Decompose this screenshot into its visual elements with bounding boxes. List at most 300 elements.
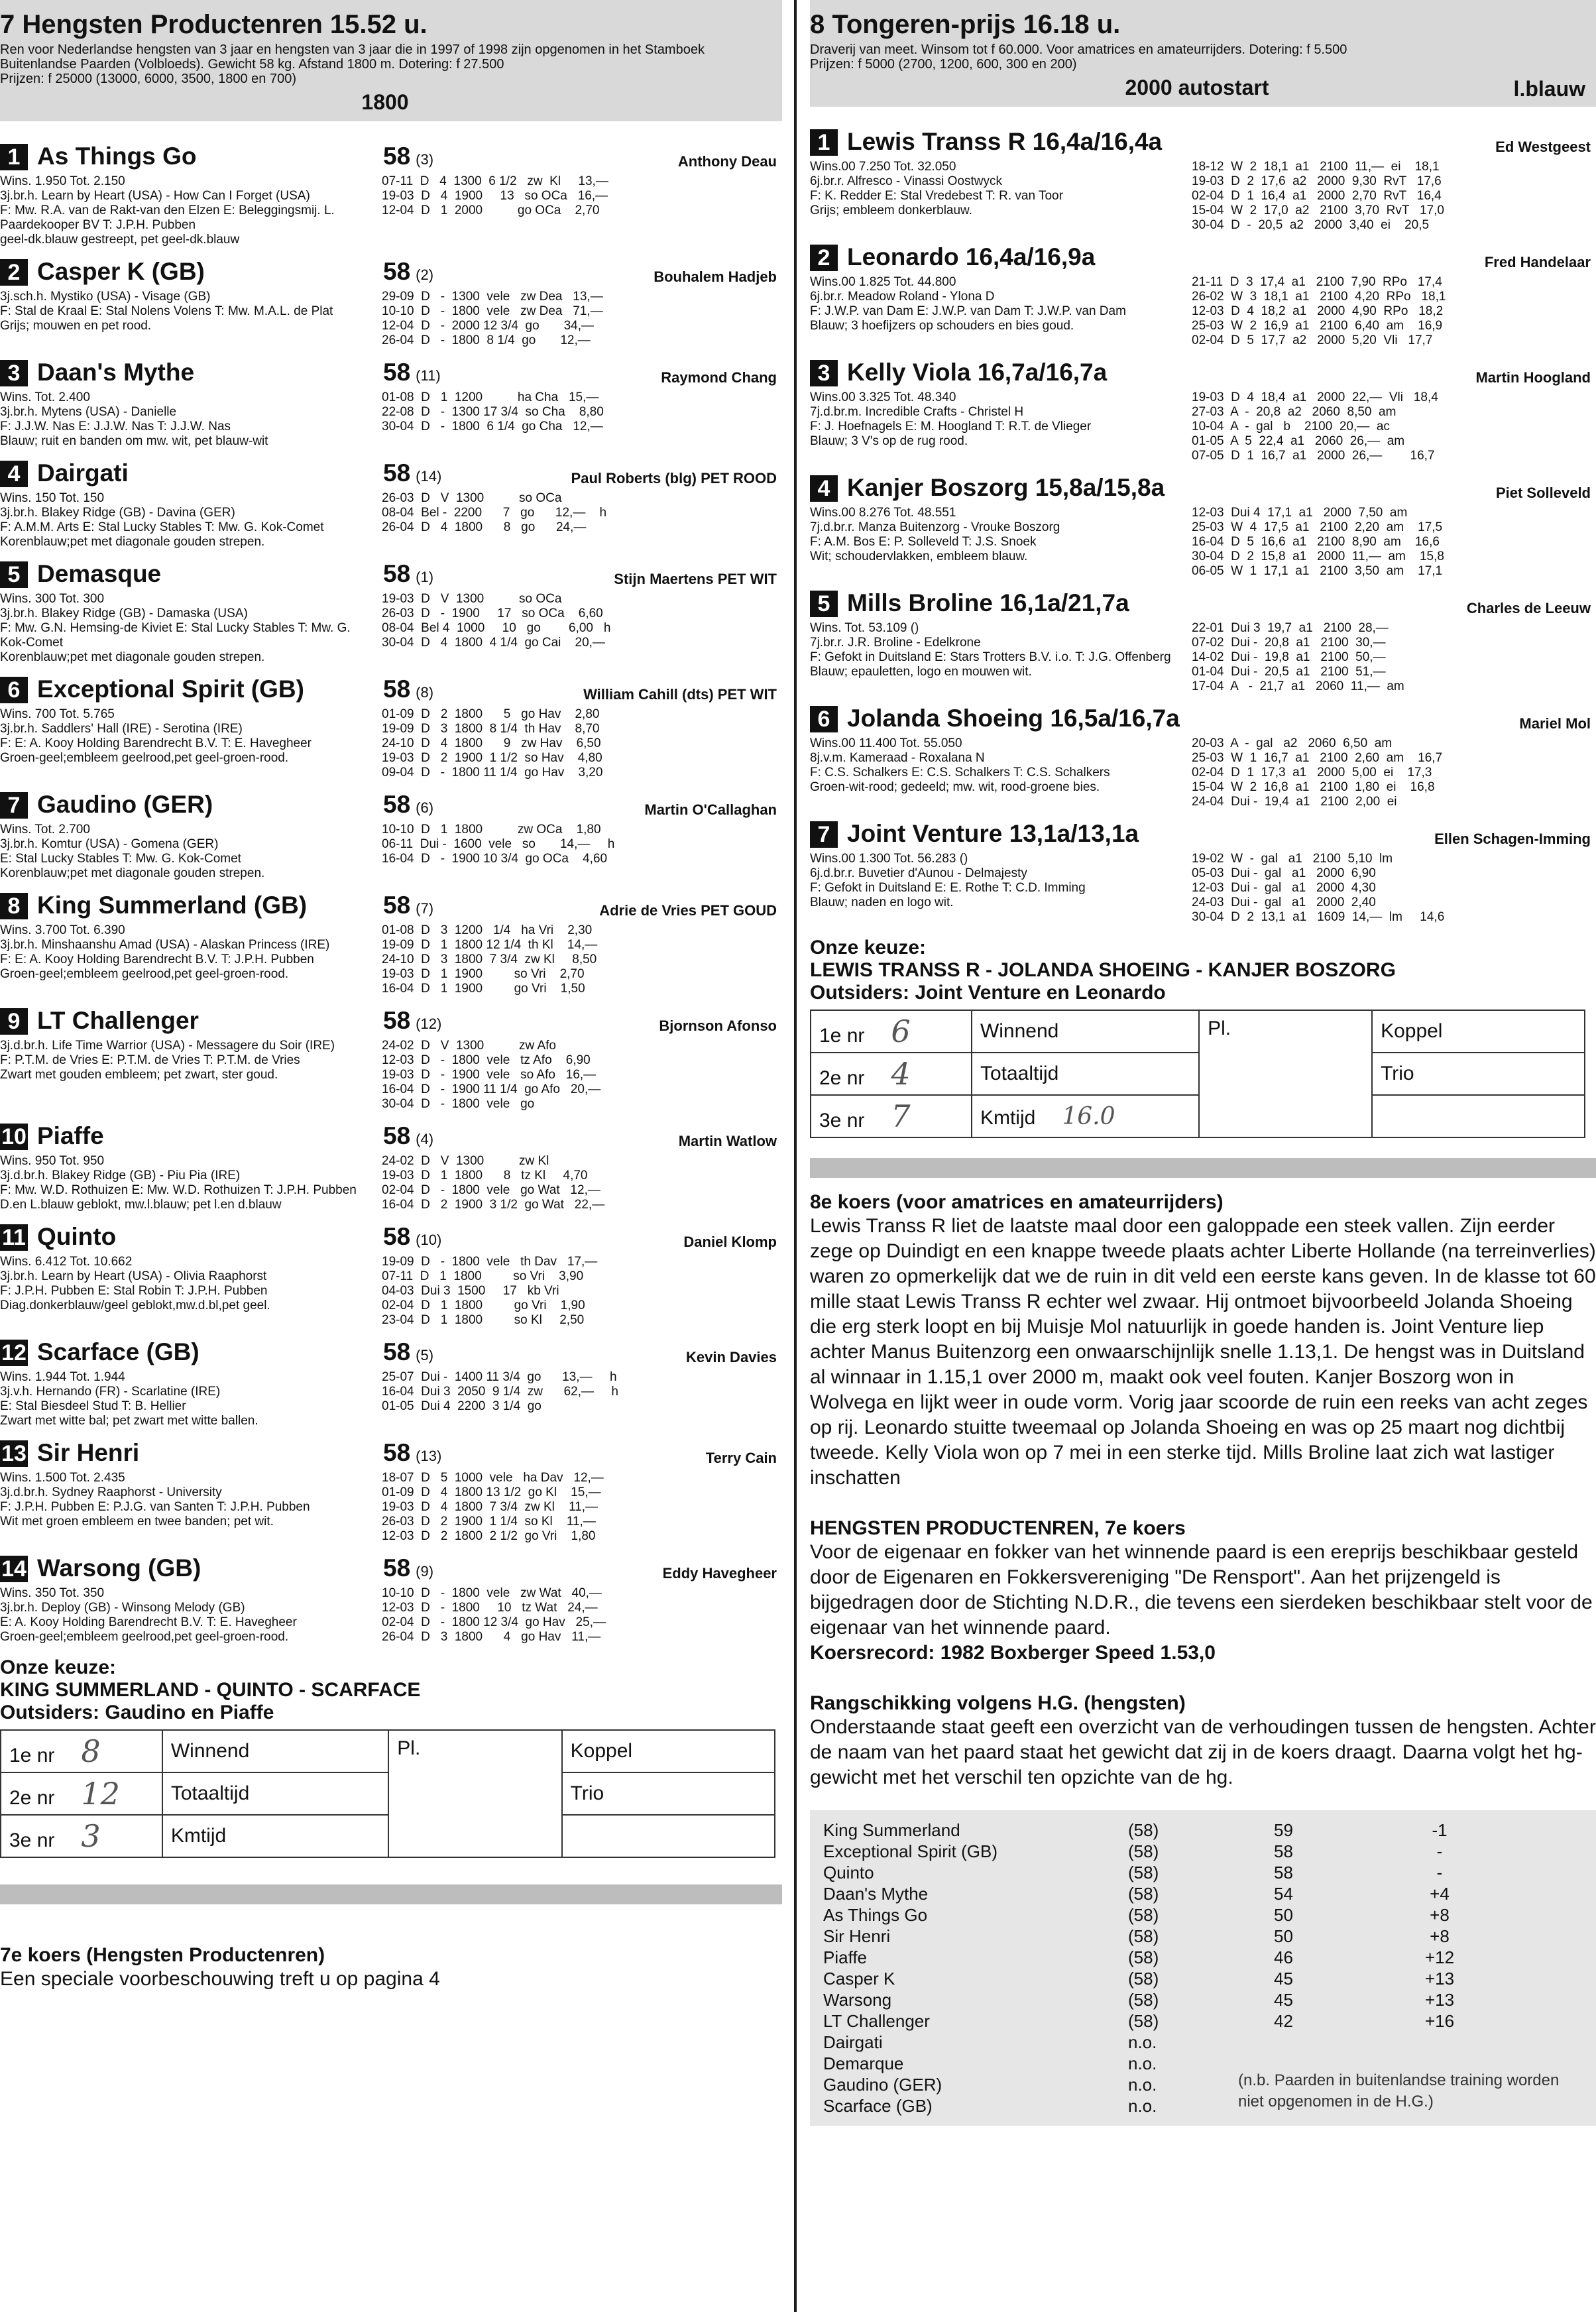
- horse-number: 14: [0, 1556, 28, 1582]
- info-line: F: J.J.W. Nas E: J.J.W. Nas T: J.J.W. Nas: [0, 420, 231, 434]
- result-row: 21-11 D 3 17,4 a1 2100 7,90 RPo 17,4: [1192, 275, 1442, 289]
- ranking-row: [823, 1968, 1583, 1989]
- result-row: 18-12 W 2 18,1 a1 2100 11,— ei 18,1: [1192, 160, 1440, 174]
- info-line: E: Stal Lucky Stables T: Mw. G. Kok-Comet: [0, 852, 241, 866]
- info-line: Grijs; embleem donkerblauw.: [810, 203, 972, 217]
- result-row: 08-04 Bel 4 1000 10 go 6,00 h: [382, 621, 611, 635]
- horse-body: [0, 1471, 782, 1544]
- horse-name: Dairgati: [37, 459, 129, 487]
- ranking-weight: (58): [1128, 1820, 1159, 1840]
- info-line: 7j.d.br.m. Incredible Crafts - Christel H: [810, 405, 1024, 419]
- winnend-cell: Winnend: [972, 1010, 1199, 1053]
- bet-form: [0, 1729, 775, 1858]
- stall-number: (11): [416, 367, 441, 384]
- info-line: F: E: A. Kooy Holding Barendrecht B.V. T: J.P.H. Pubben: [0, 953, 314, 966]
- horse-info: [0, 390, 371, 449]
- horse-name: Piaffe: [37, 1122, 104, 1149]
- ranking-diff: +4: [1430, 1884, 1450, 1904]
- horse-list: [0, 140, 782, 1645]
- horse-entry: [810, 241, 1596, 348]
- horse-info: [0, 1471, 371, 1544]
- horse-name: Scarface (GB): [37, 1338, 200, 1365]
- horse-body: [0, 174, 782, 247]
- info-line: Wins. 1.944 Tot. 1.944: [0, 1370, 125, 1384]
- horse-entry: [0, 557, 782, 665]
- ranking-weight: (58): [1128, 1990, 1159, 2010]
- horse-results: [382, 923, 597, 996]
- result-row: 02-04 D 1 16,4 a1 2000 2,70 RvT 16,4: [1192, 189, 1442, 203]
- horse-body: [0, 592, 782, 665]
- horse-results: [382, 1370, 618, 1428]
- horse-name: Kanjer Boszorg 15,8a/15,8a: [847, 474, 1165, 501]
- info-line: F: K. Redder E: Stal Vredebest T: R. van Toor: [810, 189, 1063, 203]
- ranking-weight: (58): [1128, 1884, 1159, 1904]
- result-row: 29-09 D - 1300 vele zw Dea 13,—: [382, 290, 603, 304]
- ranking-row: [823, 2032, 1583, 2053]
- row-label-3: 3e nr: [9, 1829, 55, 1851]
- info-line: F: J.W.P. van Dam E: J.W.P. van Dam T: J.W.P. van Dam: [810, 304, 1126, 318]
- horse-entry: [0, 1336, 782, 1428]
- horse-header: [810, 241, 1596, 271]
- ranking-diff: +8: [1430, 1905, 1450, 1925]
- jockey-name: Adrie de Vries PET GOUD: [599, 902, 777, 919]
- ranking-weight: (58): [1128, 1926, 1159, 1946]
- horse-name: LT Challenger: [37, 1007, 199, 1034]
- choice-picks: LEWIS TRANSS R - JOLANDA SHOEING - KANJER BOSZORG: [810, 959, 1396, 981]
- horse-header: [0, 1120, 782, 1150]
- info-line: F: J.P.H. Pubben E: P.J.G. van Santen T: J.P.H. Pubben: [0, 1500, 310, 1514]
- horse-entry: [0, 140, 782, 247]
- result-row: 25-03 W 4 17,5 a1 2100 2,20 am 17,5: [1192, 520, 1443, 534]
- horse-header: [0, 140, 782, 170]
- horse-name: Leonardo 16,4a/16,9a: [847, 243, 1096, 270]
- horse-header: [0, 788, 782, 819]
- horse-entry: [0, 255, 782, 348]
- horse-header: [810, 356, 1596, 386]
- result-row: 16-04 Dui 3 2050 9 1/4 zw 62,— h: [382, 1385, 618, 1399]
- info-line: geel-dk.blauw gestreept, pet geel-dk.blauw: [0, 233, 240, 247]
- row-label-2: 2e nr: [819, 1067, 865, 1089]
- info-line: F: Gefokt in Duitsland E: Stars Trotters B.V. i.o. T: J.G. Offenberg: [810, 650, 1171, 664]
- horse-weight: 58 (3): [383, 143, 434, 170]
- info-line: Wins. 1.500 Tot. 2.435: [0, 1471, 125, 1485]
- horse-header: [810, 125, 1596, 156]
- horse-header: [0, 1220, 782, 1251]
- horse-info: [0, 1370, 371, 1428]
- koppel-cell: Koppel: [1372, 1010, 1585, 1053]
- result-row: 19-09 D 1 1800 12 1/4 th Kl 14,—: [382, 938, 598, 952]
- horse-body: [0, 390, 782, 449]
- info-line: 3j.d.br.h. Sydney Raaphorst - University: [0, 1485, 222, 1499]
- ranking-diff: [1400, 2032, 1479, 2053]
- horse-header: [0, 1552, 782, 1582]
- jockey-name: Fred Handelaar: [1484, 254, 1591, 270]
- horse-body: [810, 506, 1596, 579]
- result-row: 24-04 Dui - 19,4 a1 2100 2,00 ei: [1192, 795, 1397, 809]
- race-start: 2000 autostart: [1125, 76, 1269, 99]
- ranking-horse: As Things Go: [823, 1905, 928, 1925]
- horse-number: 5: [0, 561, 28, 588]
- horse-weight: 58 (8): [383, 675, 434, 703]
- horse-entry: [0, 1552, 782, 1645]
- choice-outsiders: Outsiders: Joint Venture en Leonardo: [810, 982, 1166, 1004]
- info-line: Wins. 3.700 Tot. 6.390: [0, 923, 125, 937]
- horse-entry: [810, 125, 1596, 233]
- info-line: D.en L.blauw geblokt, mw.l.blauw; pet l.en d.blauw: [0, 1198, 282, 1212]
- horse-number: 3: [0, 360, 28, 386]
- info-line: Diag.donkerblauw/geel geblokt,mw.d.bl,pet geel.: [0, 1299, 270, 1312]
- horse-number: 5: [810, 591, 838, 617]
- info-line: 6j.d.br.r. Buvetier d'Aunou - Delmajesty: [810, 866, 1027, 880]
- stall-number: (12): [416, 1015, 442, 1032]
- grey-divider: [0, 1884, 782, 1904]
- horse-info: [810, 736, 1181, 809]
- horse-weight: 58 (1): [383, 560, 434, 587]
- result-row: 25-03 W 1 16,7 a1 2100 2,60 am 16,7: [1192, 751, 1443, 765]
- horse-results: [1192, 852, 1444, 925]
- jockey-name: Mariel Mol: [1519, 715, 1591, 732]
- horse-number: 10: [0, 1124, 28, 1150]
- place-cell: Pl.: [1199, 1010, 1372, 1137]
- result-row: 22-01 Dui 3 19,7 a1 2100 28,—: [1192, 621, 1389, 635]
- info-line: Wins. 300 Tot. 300: [0, 592, 105, 606]
- ranking-diff: +13: [1424, 1969, 1455, 1989]
- result-row: 01-09 D 4 1800 13 1/2 go Kl 15,—: [382, 1485, 601, 1499]
- horse-body: [0, 1255, 782, 1328]
- ranking-row: [823, 1841, 1583, 1862]
- handwritten-1: 8: [81, 1733, 101, 1769]
- trio-cell: Trio: [1372, 1053, 1585, 1095]
- result-row: 01-05 A 5 22,4 a1 2060 26,— am: [1192, 434, 1405, 448]
- ranking-horse: King Summerland: [823, 1820, 960, 1840]
- race-title: 8 Tongeren-prijs 16.18 u.: [810, 10, 1121, 39]
- article-title: HENGSTEN PRODUCTENREN, 7e koers: [810, 1517, 1186, 1539]
- result-row: 01-05 Dui 4 2200 3 1/4 go: [382, 1399, 542, 1413]
- horse-info: [0, 174, 371, 247]
- info-line: 3j.v.h. Hernando (FR) - Scarlatine (IRE): [0, 1385, 221, 1399]
- info-line: Wins. 150 Tot. 150: [0, 491, 105, 505]
- result-row: 26-03 D 2 1900 1 1/4 so Kl 11,—: [382, 1515, 596, 1529]
- info-line: 3j.br.h. Deploy (GB) - Winsong Melody (GB): [0, 1601, 245, 1615]
- result-row: 10-10 D - 1800 vele zw Wat 40,—: [382, 1586, 602, 1600]
- info-line: F: Stal de Kraal E: Stal Nolens Volens T: Mw. M.A.L. de Plat: [0, 304, 333, 318]
- result-row: 12-03 D - 1800 10 tz Wat 24,—: [382, 1601, 598, 1615]
- info-line: Blauw; ruit en banden om mw. wit, pet blauw-wit: [0, 434, 268, 448]
- result-row: 25-07 Dui - 1400 11 3/4 go 13,— h: [382, 1370, 617, 1384]
- horse-header: [810, 702, 1596, 732]
- stall-number: (5): [416, 1347, 434, 1363]
- ranking-diff: -: [1436, 1863, 1443, 1882]
- info-line: Groen-geel;embleem geelrood,pet geel-groen-rood.: [0, 1630, 289, 1644]
- info-line: Groen-geel;embleem geelrood,pet geel-groen-rood.: [0, 751, 289, 765]
- info-line: F: Mw. G.N. Hemsing-de Kiviet E: Stal Lucky Stables T: Mw. G. Kok-Comet: [0, 621, 351, 650]
- horse-number: 11: [0, 1224, 28, 1251]
- info-line: Wins.00 7.250 Tot. 32.050: [810, 160, 956, 174]
- stall-number: (6): [416, 799, 434, 816]
- result-row: 09-04 D - 1800 11 1/4 go Hav 3,20: [382, 766, 603, 780]
- info-line: Wins. 350 Tot. 350: [0, 1586, 105, 1600]
- row-label-3: 3e nr: [819, 1110, 865, 1131]
- horse-number: 12: [0, 1340, 28, 1366]
- horse-name: Jolanda Shoeing 16,5a/16,7a: [847, 705, 1180, 732]
- info-line: 3j.br.h. Komtur (USA) - Gomena (GER): [0, 837, 219, 851]
- result-row: 18-07 D 5 1000 vele ha Dav 12,—: [382, 1471, 604, 1485]
- jockey-name: Bjornson Afonso: [659, 1017, 777, 1034]
- horse-name: Exceptional Spirit (GB): [37, 675, 304, 703]
- info-line: Blauw; naden en logo wit.: [810, 896, 954, 909]
- horse-name: Demasque: [37, 560, 162, 587]
- result-row: 26-03 D V 1300 so OCa: [382, 491, 562, 505]
- info-line: Wins. 1.950 Tot. 2.150: [0, 174, 125, 188]
- horse-name: Sir Henri: [37, 1439, 140, 1466]
- race-color: l.blauw: [1513, 77, 1585, 101]
- info-line: 3j.sch.h. Mystiko (USA) - Visage (GB): [0, 290, 211, 304]
- horse-header: [0, 673, 782, 703]
- horse-header: [0, 557, 782, 588]
- info-line: F: J. Hoefnagels E: M. Hoogland T: R.T. de Vlieger: [810, 420, 1092, 434]
- info-line: Wins. Tot. 2.400: [0, 390, 90, 404]
- jockey-name: Ed Westgeest: [1495, 139, 1591, 155]
- horse-entry: [810, 356, 1596, 463]
- horse-header: [0, 255, 782, 286]
- choice-label: Onze keuze:: [0, 1656, 117, 1678]
- ranking-hg: 58: [1274, 1841, 1293, 1861]
- info-line: 3j.br.h. Learn by Heart (USA) - How Can I Forget (USA): [0, 189, 310, 203]
- result-row: 12-03 D 2 1800 2 1/2 go Vri 1,80: [382, 1529, 596, 1543]
- info-line: Wins. Tot. 2.700: [0, 823, 90, 837]
- horse-body: [810, 621, 1596, 694]
- jockey-name: Anthony Deau: [677, 153, 777, 170]
- result-row: 30-04 D 2 13,1 a1 1609 14,— lm 14,6: [1192, 910, 1445, 924]
- info-line: Grijs; mouwen en pet rood.: [0, 319, 152, 333]
- jockey-name: Kevin Davies: [686, 1349, 777, 1365]
- info-line: Korenblauw;pet met diagonale gouden strepen.: [0, 535, 265, 549]
- race-prizes: Prijzen: f 25000 (13000, 6000, 3500, 1800 en 700): [0, 72, 297, 86]
- result-row: 19-09 D - 1800 vele th Dav 17,—: [382, 1255, 598, 1269]
- ranking-horse: Piaffe: [823, 1947, 868, 1967]
- jockey-name: William Cahill (dts) PET WIT: [583, 686, 777, 703]
- horse-weight: 58 (11): [383, 359, 441, 386]
- horse-results: [382, 592, 610, 665]
- horse-body: [0, 1039, 782, 1112]
- race-distance: 1800: [361, 90, 409, 114]
- horse-number: 3: [810, 360, 838, 386]
- result-row: 07-11 D 4 1300 6 1/2 zw Kl 13,—: [382, 174, 608, 188]
- horse-info: [0, 491, 371, 549]
- horse-header: [0, 1436, 782, 1467]
- ranking-diff: +8: [1430, 1926, 1450, 1946]
- horse-info: [0, 823, 371, 881]
- result-row: 02-04 D - 1800 12 3/4 go Hav 25,—: [382, 1615, 606, 1629]
- result-row: 30-04 D - 20,5 a2 2000 3,40 ei 20,5: [1192, 218, 1430, 232]
- koppel-cell: Koppel: [562, 1730, 775, 1772]
- kmtijd-cell: Kmtijd: [980, 1106, 1036, 1129]
- info-line: 3j.br.h. Blakey Ridge (GB) - Davina (GER): [0, 506, 235, 520]
- horse-results: [382, 1586, 606, 1645]
- ranking-row: [823, 1947, 1583, 1968]
- info-line: Wit; schoudervlakken, embleem blauw.: [810, 549, 1028, 563]
- horse-entry: [810, 471, 1596, 579]
- ranking-hg: 45: [1274, 1990, 1293, 2010]
- result-row: 19-03 D 1 1800 8 tz Kl 4,70: [382, 1169, 588, 1183]
- result-row: 01-09 D 2 1800 5 go Hav 2,80: [382, 707, 600, 721]
- ranking-row: [823, 1820, 1583, 1841]
- result-row: 19-03 D 4 18,4 a1 2000 22,— Vli 18,4: [1192, 390, 1438, 404]
- ranking-hg: 50: [1274, 1905, 1293, 1925]
- jockey-name: Paul Roberts (blg) PET ROOD: [571, 470, 777, 487]
- horse-info: [810, 852, 1181, 925]
- our-choice: [810, 937, 1596, 1004]
- jockey-name: Martin Watlow: [678, 1133, 777, 1149]
- horse-info: [810, 621, 1181, 694]
- horse-results: [1192, 506, 1444, 579]
- horse-entry: [0, 1220, 782, 1328]
- info-line: F: Mw. W.D. Rothuizen E: Mw. W.D. Rothuizen T: J.P.H. Pubben: [0, 1183, 357, 1197]
- horse-body: [810, 390, 1596, 463]
- result-row: 06-05 W 1 17,1 a1 2100 3,50 am 17,1: [1192, 564, 1443, 578]
- article-title: 8e koers (voor amatrices en amateurrijders): [810, 1191, 1224, 1213]
- ranking-horse: Casper K: [823, 1969, 895, 1989]
- jockey-name: Piet Solleveld: [1495, 485, 1591, 501]
- jockey-name: Martin O'Callaghan: [644, 801, 777, 818]
- info-line: F: C.S. Schalkers E: C.S. Schalkers T: C.S. Schalkers: [810, 766, 1110, 780]
- info-line: 6j.br.r. Meadow Roland - Ylona D: [810, 290, 995, 304]
- horse-weight: 58 (12): [383, 1007, 442, 1034]
- horse-results: [1192, 736, 1442, 809]
- horse-number: 8: [0, 893, 28, 919]
- ranking-weight: (58): [1128, 1863, 1159, 1882]
- horse-body: [810, 275, 1596, 348]
- ranking-horse: Gaudino (GER): [823, 2075, 942, 2095]
- article-text: Onderstaande staat geeft een overzicht van de verhoudingen tussen de hengsten. Achter de naam van het paard staat het gewicht dat zij in de koers draagt. Daarna volgt het hg-gewicht met het verschil ten opzichte van de hg.: [810, 1716, 1596, 1788]
- ranking-diff: +16: [1424, 2011, 1455, 2031]
- race-description: Ren voor Nederlandse hengsten van 3 jaar en hengsten van 3 jaar die in 1997 of 1998 zijn opgenomen in het Stamboek Buitenlandse Paarden (Volbloeds). Gewicht 58 kg. Afstand 1800 m. Dotering: f 27.500: [0, 42, 705, 72]
- info-line: Blauw; 3 hoefijzers op schouders en bies goud.: [810, 319, 1074, 333]
- race-description: Draverij van meet. Winsom tot f 60.000. Voor amatrices en amateurrijders. Dotering: f 5.500: [810, 42, 1347, 57]
- result-row: 16-04 D 5 16,6 a1 2100 8,90 am 16,6: [1192, 535, 1440, 549]
- info-line: 3j.br.h. Mytens (USA) - Danielle: [0, 405, 177, 419]
- choice-label: Onze keuze:: [810, 937, 927, 958]
- info-line: Wins. 6.412 Tot. 10.662: [0, 1255, 133, 1269]
- info-line: Wins.00 3.325 Tot. 48.340: [810, 390, 956, 404]
- horse-info: [0, 923, 371, 996]
- info-line: Blauw; 3 V's op de rug rood.: [810, 434, 968, 448]
- info-line: 7j.d.br.r. Manza Buitenzorg - Vrouke Boszorg: [810, 520, 1060, 534]
- handwritten-1: 6: [891, 1013, 911, 1049]
- horse-entry: [810, 702, 1596, 809]
- result-row: 24-10 D 4 1800 9 zw Hav 6,50: [382, 736, 601, 750]
- result-row: 10-04 A - gal b 2100 20,— ac: [1192, 420, 1390, 434]
- totaaltijd-cell: Totaaltijd: [162, 1772, 388, 1815]
- info-line: 3j.br.h. Learn by Heart (USA) - Olivia Raaphorst: [0, 1269, 267, 1283]
- column-divider: [794, 0, 797, 2312]
- horse-weight: 58 (7): [383, 892, 434, 919]
- horse-body: [0, 491, 782, 549]
- horse-number: 6: [810, 706, 838, 732]
- horse-info: [0, 1255, 371, 1328]
- info-line: Wit met groen embleem en twee banden; pet wit.: [0, 1515, 274, 1529]
- result-row: 19-02 W - gal a1 2100 5,10 lm: [1192, 852, 1393, 866]
- result-row: 26-04 D - 1800 8 1/4 go 12,—: [382, 333, 591, 347]
- handwritten-3: 3: [81, 1818, 101, 1854]
- stall-number: (13): [416, 1448, 442, 1464]
- horse-weight: 58 (13): [383, 1439, 442, 1466]
- handwritten-2: 4: [891, 1056, 911, 1092]
- our-choice: [0, 1656, 782, 1724]
- handwritten-time: 16.0: [1062, 1102, 1115, 1130]
- result-row: 22-08 D - 1300 17 3/4 so Cha 8,80: [382, 405, 604, 419]
- horse-name: Warsong (GB): [37, 1554, 201, 1582]
- race-prizes: Prijzen: f 5000 (2700, 1200, 600, 300 en 200): [810, 57, 1077, 72]
- horse-name: As Things Go: [37, 143, 197, 170]
- result-row: 16-04 D - 1900 10 3/4 go OCa 4,60: [382, 852, 608, 866]
- ranking-row: [823, 1926, 1583, 1947]
- ranking-hg: 54: [1274, 1884, 1293, 1904]
- horse-header: [0, 889, 782, 919]
- ranking-weight: (58): [1128, 2011, 1159, 2031]
- result-row: 02-04 D 5 17,7 a2 2000 5,20 Vli 17,7: [1192, 333, 1433, 347]
- result-row: 27-03 A - 20,8 a2 2060 8,50 am: [1192, 405, 1396, 419]
- race-header-8: [810, 0, 1596, 107]
- result-row: 19-03 D V 1300 so OCa: [382, 592, 562, 606]
- horse-results: [382, 1154, 604, 1212]
- horse-number: 9: [0, 1008, 28, 1035]
- horse-weight: 58 (9): [383, 1554, 434, 1582]
- ranking-horse: Quinto: [823, 1863, 874, 1882]
- info-line: E: Stal Biesdeel Stud T: B. Hellier: [0, 1399, 186, 1413]
- ranking-horse: Sir Henri: [823, 1926, 891, 1946]
- result-row: 30-04 D - 1800 vele go: [382, 1097, 535, 1111]
- info-line: Wins.00 1.300 Tot. 56.283 (): [810, 852, 968, 866]
- ranking-weight: (58): [1128, 1841, 1159, 1861]
- horse-info: [0, 592, 371, 665]
- jockey-name: Bouhalem Hadjeb: [654, 268, 777, 285]
- horse-number: 4: [810, 475, 838, 502]
- result-row: 07-02 Dui - 20,8 a1 2100 30,—: [1192, 636, 1386, 650]
- horse-entry: [810, 587, 1596, 694]
- footer-title: 7e koers (Hengsten Productenren): [0, 1944, 325, 1966]
- horse-number: 2: [810, 245, 838, 271]
- info-line: Zwart met witte bal; pet zwart met witte ballen.: [0, 1414, 258, 1428]
- ranking-hg: 58: [1274, 1863, 1293, 1882]
- horse-weight: 58 (5): [383, 1338, 434, 1365]
- article-title: Rangschikking volgens H.G. (hengsten): [810, 1692, 1186, 1714]
- result-row: 15-04 W 2 16,8 a1 2100 1,80 ei 16,8: [1192, 780, 1435, 794]
- horse-entry: [0, 1004, 782, 1112]
- result-row: 12-03 D - 1800 vele tz Afo 6,90: [382, 1053, 591, 1067]
- result-row: 16-04 D 1 1900 go Vri 1,50: [382, 982, 585, 996]
- result-row: 24-03 Dui - gal a1 2000 2,40: [1192, 896, 1376, 909]
- info-line: Wins. 700 Tot. 5.765: [0, 707, 115, 721]
- jockey-name: Stijn Maertens PET WIT: [614, 571, 777, 587]
- info-line: Wins. 950 Tot. 950: [0, 1154, 105, 1168]
- info-line: Blauw; epauletten, logo en mouwen wit.: [810, 665, 1032, 679]
- horse-body: [0, 823, 782, 881]
- ranking-diff: -1: [1432, 1820, 1448, 1840]
- info-line: 3j.br.h. Blakey Ridge (GB) - Damaska (USA): [0, 607, 248, 620]
- result-row: 12-03 D 4 18,2 a1 2000 4,90 RPo 18,2: [1192, 304, 1444, 318]
- horse-weight: 58 (4): [383, 1122, 434, 1149]
- stall-number: (9): [416, 1563, 434, 1580]
- info-line: F: Gefokt in Duitsland E: E. Rothe T: C.D. Imming: [810, 881, 1086, 895]
- horse-name: King Summerland (GB): [37, 892, 308, 919]
- ranking-row: [823, 1989, 1583, 2010]
- info-line: E: A. Kooy Holding Barendrecht B.V. T: E. Havegheer: [0, 1615, 297, 1629]
- footer-note: [0, 1944, 782, 1992]
- race-title: 7 Hengsten Productenren 15.52 u.: [0, 10, 428, 39]
- ranking-horse: Exceptional Spirit (GB): [823, 1841, 997, 1861]
- result-row: 24-02 D V 1300 zw Afo: [382, 1039, 556, 1053]
